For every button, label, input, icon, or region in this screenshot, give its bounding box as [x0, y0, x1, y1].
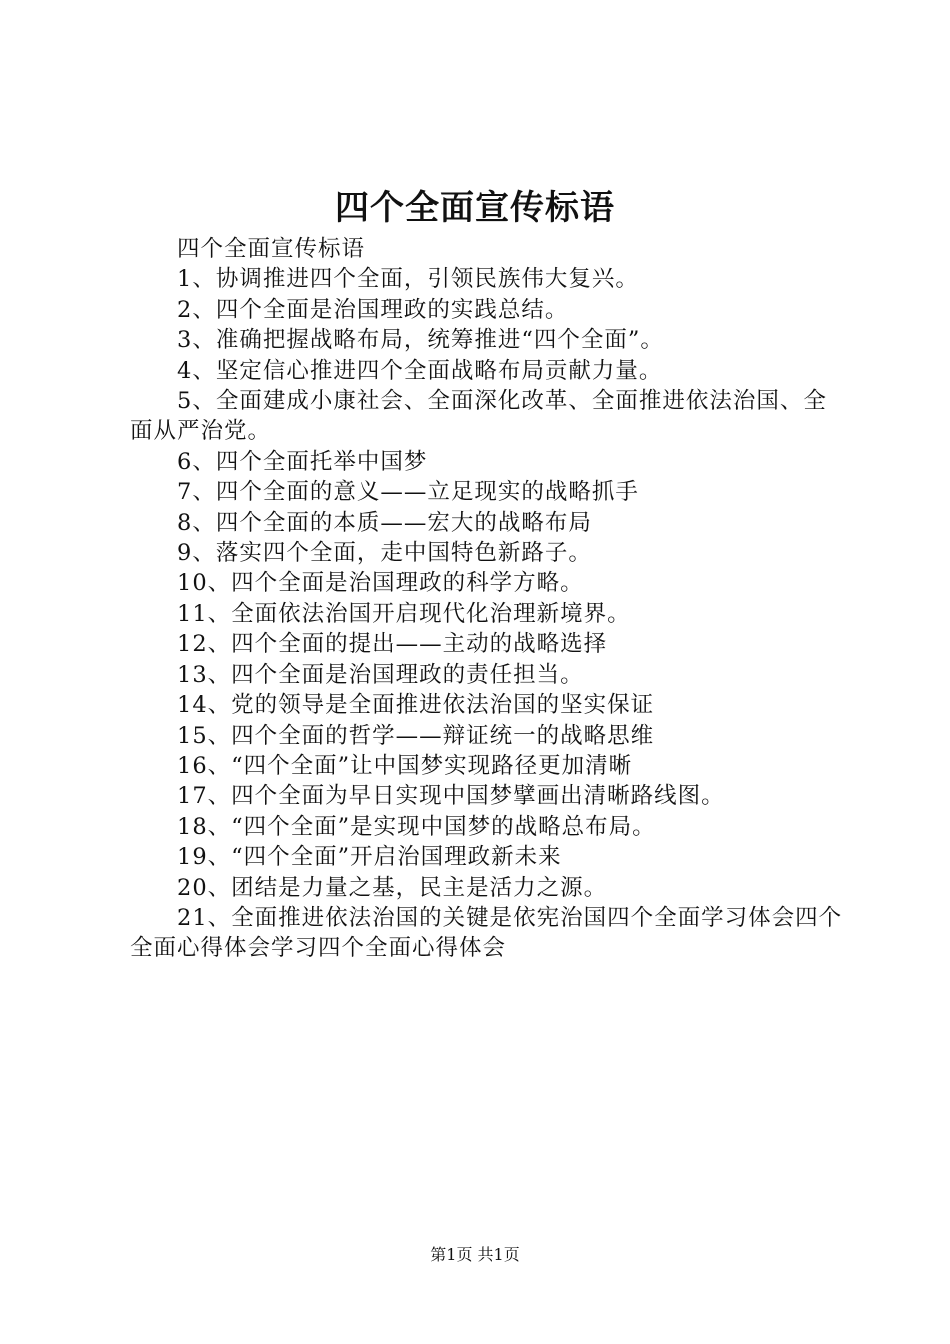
- slogan-11: 11、全面依法治国开启现代化治理新境界。: [177, 600, 631, 627]
- slogan-5: 5、全面建成小康社会、全面深化改革、全面推进依法治国、全面从严治党。: [130, 388, 827, 445]
- slogan-3: 3、准确把握战略布局，统筹推进“四个全面”。: [177, 327, 664, 354]
- slogan-9: 9、落实四个全面，走中国特色新路子。: [177, 540, 592, 567]
- slogan-20: 20、团结是力量之基，民主是活力之源。: [177, 874, 608, 901]
- slogan-19: 19、“四个全面”开启治国理政新未来: [177, 844, 562, 871]
- slogan-15: 15、四个全面的哲学——辩证统一的战略思维: [177, 722, 655, 749]
- slogan-10: 10、四个全面是治国理政的科学方略。: [177, 570, 584, 597]
- slogan-1: 1、协调推进四个全面，引领民族伟大复兴。: [177, 266, 639, 293]
- document-body: [130, 234, 850, 964]
- slogan-7: 7、四个全面的意义——立足现实的战略抓手: [177, 479, 639, 506]
- slogan-2: 2、四个全面是治国理政的实践总结。: [177, 296, 569, 323]
- slogan-16: 16、“四个全面”让中国梦实现路径更加清晰: [177, 752, 633, 779]
- slogan-18: 18、“四个全面”是实现中国梦的战略总布局。: [177, 813, 656, 840]
- slogan-6: 6、四个全面托举中国梦: [177, 448, 428, 475]
- page-footer: 第1页 共1页: [430, 1245, 520, 1264]
- document-title: 四个全面宣传标语: [335, 188, 615, 228]
- paragraph-heading: 四个全面宣传标语: [177, 236, 366, 262]
- slogan-8: 8、四个全面的本质——宏大的战略布局: [177, 509, 592, 536]
- slogan-17: 17、四个全面为早日实现中国梦擘画出清晰路线图。: [177, 783, 725, 810]
- slogan-14: 14、党的领导是全面推进依法治国的坚实保证: [177, 692, 655, 719]
- slogan-13: 13、四个全面是治国理政的责任担当。: [177, 661, 584, 688]
- slogan-21: 21、全面推进依法治国的关键是依宪治国四个全面学习体会四个全面心得体会学习四个全面心得体会: [130, 904, 843, 962]
- slogan-4: 4、坚定信心推进四个全面战略布局贡献力量。: [177, 357, 663, 384]
- slogan-12: 12、四个全面的提出——主动的战略选择: [177, 631, 608, 658]
